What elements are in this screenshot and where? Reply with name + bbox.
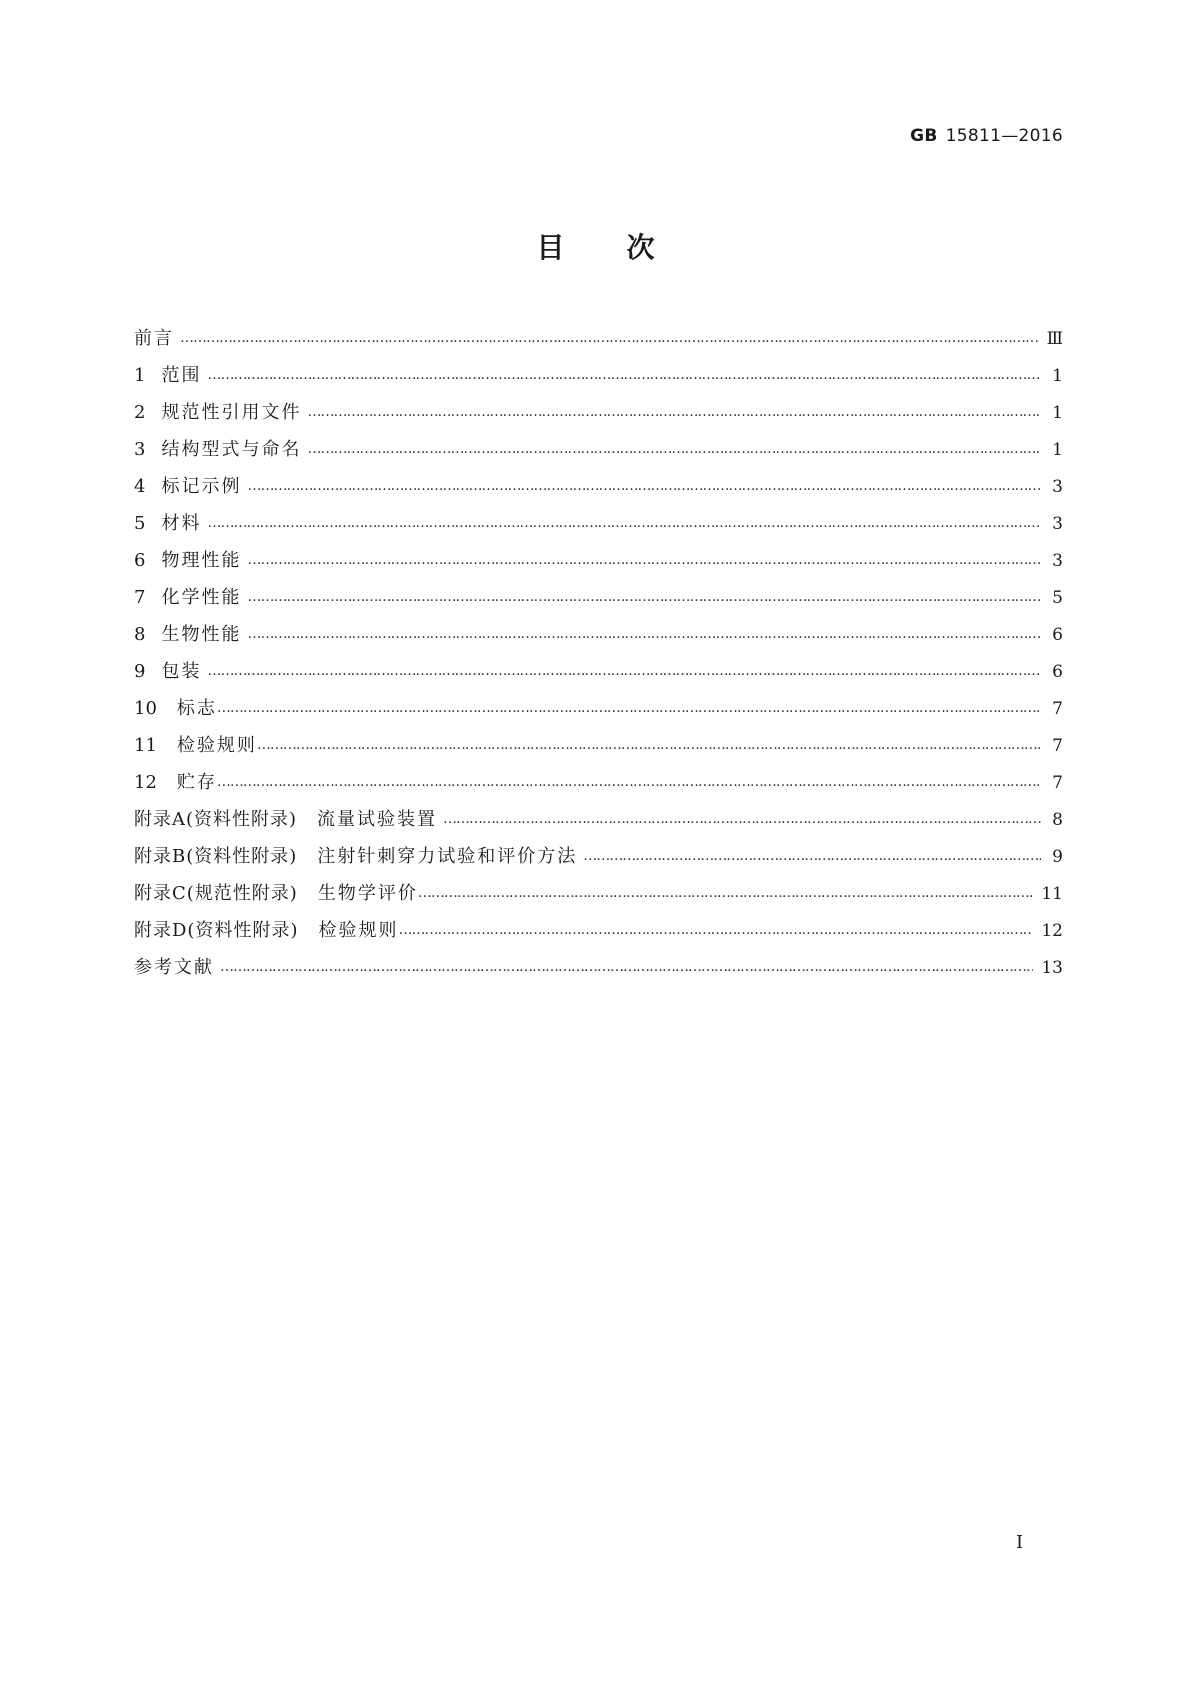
dot-leader	[583, 844, 1041, 862]
toc-page: 9	[1052, 847, 1063, 867]
dot-leader	[220, 955, 1033, 973]
toc-label: 标志	[176, 698, 217, 719]
toc-label: 规范性引用文件	[161, 402, 302, 423]
toc-number: 11	[134, 735, 157, 756]
toc-entry-7[interactable]	[134, 583, 1063, 620]
toc-page: Ⅲ	[1046, 329, 1063, 349]
toc-entry-10[interactable]	[134, 694, 1063, 731]
dot-leader	[217, 696, 1041, 714]
toc-page: 13	[1041, 958, 1063, 978]
dot-leader	[207, 511, 1041, 529]
toc-entry-3[interactable]	[134, 435, 1063, 472]
toc-page: 1	[1052, 403, 1063, 423]
dot-leader	[257, 733, 1041, 751]
toc-label: 标记示例	[161, 476, 242, 497]
toc-entry-8[interactable]	[134, 620, 1063, 657]
toc-page: 12	[1041, 921, 1063, 941]
toc-label: 贮存	[176, 772, 217, 793]
standard-number: 15811—2016	[945, 126, 1063, 146]
page-title: 目次	[536, 231, 717, 264]
toc-entry-11[interactable]	[134, 731, 1063, 768]
toc-page: 6	[1052, 625, 1063, 645]
toc-label: 范围	[161, 365, 202, 386]
toc-label: 生物性能	[161, 624, 242, 645]
dot-leader	[418, 881, 1034, 899]
standard-prefix: GB	[910, 126, 938, 146]
toc-number: 6	[134, 550, 146, 571]
toc-number: 5	[134, 513, 146, 534]
toc-number: 9	[134, 661, 146, 682]
toc-label: 包装	[161, 661, 202, 682]
dot-leader	[307, 400, 1041, 418]
toc-entry-annex-a[interactable]	[134, 805, 1063, 842]
dot-leader	[247, 548, 1041, 566]
dot-leader	[217, 770, 1041, 788]
dot-leader	[207, 659, 1041, 677]
toc-entry-annex-b[interactable]	[134, 842, 1063, 879]
dot-leader	[207, 363, 1041, 381]
toc-entry-annex-d[interactable]	[134, 916, 1063, 953]
toc-entry-4[interactable]	[134, 472, 1063, 509]
toc-label: 物理性能	[161, 550, 242, 571]
toc-page: 7	[1052, 699, 1063, 719]
toc-annex-number: 附录D(资料性附录)	[134, 920, 299, 941]
toc-number: 3	[134, 439, 146, 460]
toc-entry-5[interactable]	[134, 509, 1063, 546]
toc-page: 8	[1052, 810, 1063, 830]
dot-leader	[247, 585, 1041, 603]
toc-entry-12[interactable]	[134, 768, 1063, 805]
toc-page: 3	[1052, 514, 1063, 534]
toc-annex-number: 附录A(资料性附录)	[134, 809, 298, 830]
toc-entry-6[interactable]	[134, 546, 1063, 583]
table-of-contents	[134, 324, 1063, 990]
toc-label: 前言	[134, 328, 174, 349]
toc-page: 7	[1052, 736, 1063, 756]
dot-leader	[247, 622, 1041, 640]
toc-page: 3	[1052, 551, 1063, 571]
toc-entry-2[interactable]	[134, 398, 1063, 435]
toc-label: 流量试验装置	[317, 809, 438, 830]
toc-page: 7	[1052, 773, 1063, 793]
toc-page: 11	[1041, 884, 1063, 904]
toc-number: 10	[134, 698, 157, 719]
toc-number: 8	[134, 624, 146, 645]
toc-annex-number: 附录C(规范性附录)	[134, 883, 298, 904]
toc-page: 6	[1052, 662, 1063, 682]
dot-leader	[307, 437, 1041, 455]
dot-leader	[443, 807, 1041, 825]
toc-label: 结构型式与命名	[161, 439, 302, 460]
toc-entry-references[interactable]	[134, 953, 1063, 990]
toc-label: 参考文献	[134, 957, 214, 978]
toc-annex-number: 附录B(资料性附录)	[134, 846, 298, 867]
toc-entry-9[interactable]	[134, 657, 1063, 694]
toc-page: 1	[1052, 366, 1063, 386]
toc-page: 3	[1052, 477, 1063, 497]
toc-label: 检验规则	[318, 920, 399, 941]
toc-number: 1	[134, 365, 146, 386]
dot-leader	[180, 326, 1039, 344]
footer-page-number: I	[1016, 1532, 1024, 1553]
toc-number: 2	[134, 402, 146, 423]
toc-label: 检验规则	[176, 735, 257, 756]
toc-entry-annex-c[interactable]	[134, 879, 1063, 916]
toc-label: 生物学评价	[317, 883, 418, 904]
toc-label: 化学性能	[161, 587, 242, 608]
dot-leader	[247, 474, 1041, 492]
toc-page: 5	[1052, 588, 1063, 608]
dot-leader	[398, 918, 1033, 936]
toc-label: 注射针刺穿力试验和评价方法	[317, 846, 578, 867]
toc-number: 12	[134, 772, 157, 793]
toc-label: 材料	[161, 513, 202, 534]
toc-number: 7	[134, 587, 146, 608]
standard-code	[910, 126, 1063, 146]
toc-entry-1[interactable]	[134, 361, 1063, 398]
toc-number: 4	[134, 476, 146, 497]
toc-page: 1	[1052, 440, 1063, 460]
toc-entry-foreword[interactable]	[134, 324, 1063, 361]
